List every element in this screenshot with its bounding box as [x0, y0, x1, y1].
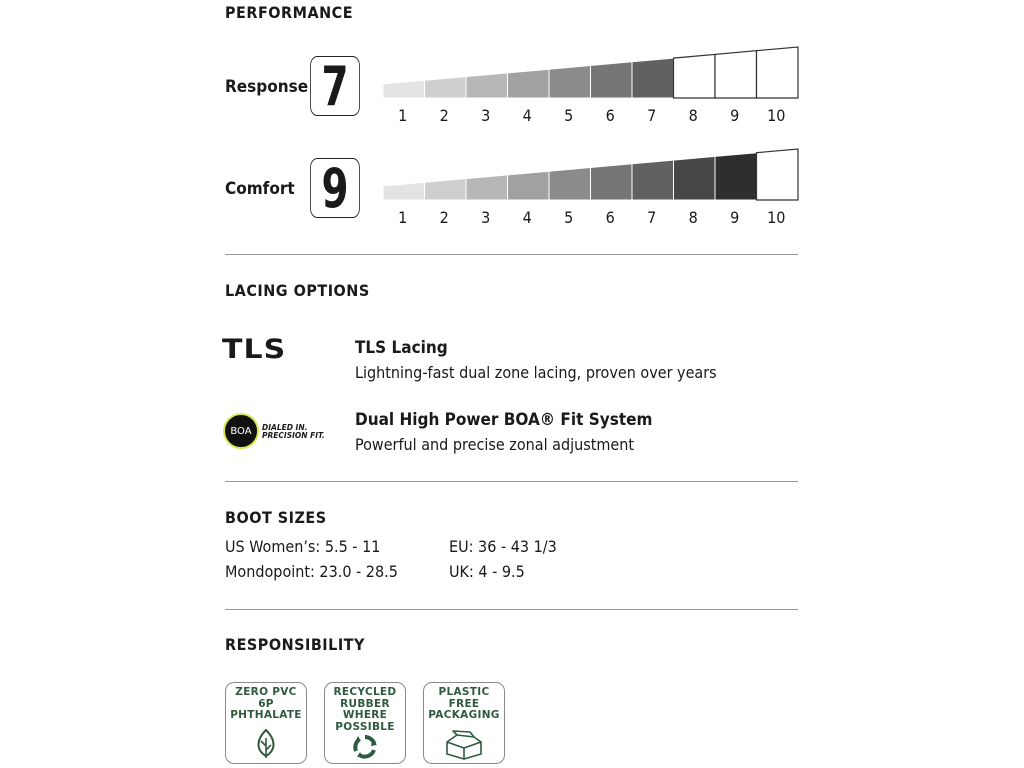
- lacing-options-heading: LACING OPTIONS: [225, 281, 370, 300]
- scale-tick-label: 10: [767, 106, 786, 125]
- scale-tick-label: 7: [647, 106, 657, 125]
- scale-segment-filled: [632, 58, 674, 98]
- scale-segment-filled: [591, 62, 633, 98]
- scale-tick-label: 9: [730, 106, 740, 125]
- scale-tick-label: 6: [605, 106, 615, 125]
- zero-pvc-badge: [225, 682, 307, 764]
- recycled-rubber-badge: [324, 682, 406, 764]
- scale-tick-label: 1: [398, 106, 408, 125]
- scale-segment-filled: [549, 168, 591, 201]
- scale-segment-filled: [508, 171, 550, 200]
- scale-tick-label: 6: [605, 208, 615, 227]
- scale-tick-label: 5: [564, 106, 574, 125]
- scale-segment-empty: [757, 47, 799, 98]
- scale-tick-label: 1: [398, 208, 408, 227]
- leaf-icon: [251, 728, 281, 760]
- response-score-box: 7: [310, 56, 360, 116]
- scale-segment-empty: [674, 54, 716, 98]
- boa-logo-mark: BOA: [223, 413, 259, 449]
- scale-segment-filled: [425, 77, 467, 98]
- boa-tagline-line-2: PRECISION FIT.: [262, 431, 325, 440]
- boa-fit-system-title: Dual High Power BOA® Fit System: [355, 410, 653, 430]
- boa-logo: [223, 413, 259, 449]
- tls-lacing-title: TLS Lacing: [355, 338, 448, 358]
- scale-segment-filled: [632, 160, 674, 200]
- scale-segment-filled: [715, 153, 757, 200]
- uk-size: UK: 4 - 9.5: [449, 562, 525, 581]
- performance-heading: PERFORMANCE: [225, 3, 354, 22]
- response-label: Response: [225, 77, 309, 97]
- scale-tick-label: 10: [767, 208, 786, 227]
- scale-segment-filled: [383, 80, 425, 98]
- boa-tagline-line-1: DIALED IN.: [262, 423, 308, 432]
- scale-segment-empty: [715, 51, 757, 98]
- scale-tick-label: 4: [522, 208, 532, 227]
- comfort-score-box: 9: [310, 158, 360, 218]
- scale-segment-filled: [466, 73, 508, 98]
- boa-fit-system-description: Powerful and precise zonal adjustment: [355, 435, 635, 454]
- scale-segment-filled: [591, 164, 633, 200]
- tls-lacing-description: Lightning-fast dual zone lacing, proven over years: [355, 363, 717, 382]
- badge-line: PACKAGING: [428, 709, 500, 721]
- scale-segment-filled: [466, 175, 508, 200]
- comfort-label: Comfort: [225, 179, 295, 199]
- comfort-rating-scale: [380, 148, 802, 230]
- divider: [225, 609, 798, 610]
- scale-tick-label: 9: [730, 208, 740, 227]
- scale-tick-label: 2: [439, 106, 449, 125]
- plastic-free-packaging-badge: [423, 682, 505, 764]
- badge-line: RECYCLED: [333, 686, 397, 698]
- divider: [225, 481, 798, 482]
- tls-logo: TLS: [222, 333, 287, 366]
- scale-segment-empty: [757, 149, 799, 200]
- recycle-icon: [352, 734, 378, 760]
- us-womens-size: US Women’s: 5.5 - 11: [225, 537, 381, 556]
- scale-segment-filled: [508, 69, 550, 98]
- eu-size: EU: 36 - 43 1/3: [449, 537, 557, 556]
- scale-segment-filled: [549, 66, 591, 99]
- badge-line: PHTHALATE: [230, 709, 302, 721]
- scale-tick-label: 8: [688, 208, 698, 227]
- scale-tick-label: 3: [481, 208, 491, 227]
- scale-segment-filled: [674, 156, 716, 200]
- scale-tick-label: 4: [522, 106, 532, 125]
- badge-line: 6P: [258, 697, 274, 710]
- scale-tick-label: 7: [647, 208, 657, 227]
- badge-line: POSSIBLE: [335, 720, 395, 733]
- boot-sizes-heading: BOOT SIZES: [225, 508, 327, 527]
- scale-segment-filled: [425, 179, 467, 200]
- badge-line: FREE: [448, 697, 480, 710]
- mondopoint-size: Mondopoint: 23.0 - 28.5: [225, 562, 398, 581]
- scale-tick-label: 2: [439, 208, 449, 227]
- box-icon: [443, 728, 485, 760]
- badge-line: WHERE: [342, 709, 388, 721]
- badge-line: RUBBER: [340, 697, 390, 710]
- boa-tagline: [262, 424, 325, 440]
- scale-tick-label: 8: [688, 106, 698, 125]
- badge-line: PLASTIC: [438, 686, 490, 698]
- scale-tick-label: 5: [564, 208, 574, 227]
- response-rating-scale: [380, 46, 802, 128]
- divider: [225, 254, 798, 255]
- scale-segment-filled: [383, 182, 425, 200]
- badge-line: ZERO PVC: [235, 686, 297, 698]
- responsibility-heading: RESPONSIBILITY: [225, 635, 365, 654]
- scale-tick-label: 3: [481, 106, 491, 125]
